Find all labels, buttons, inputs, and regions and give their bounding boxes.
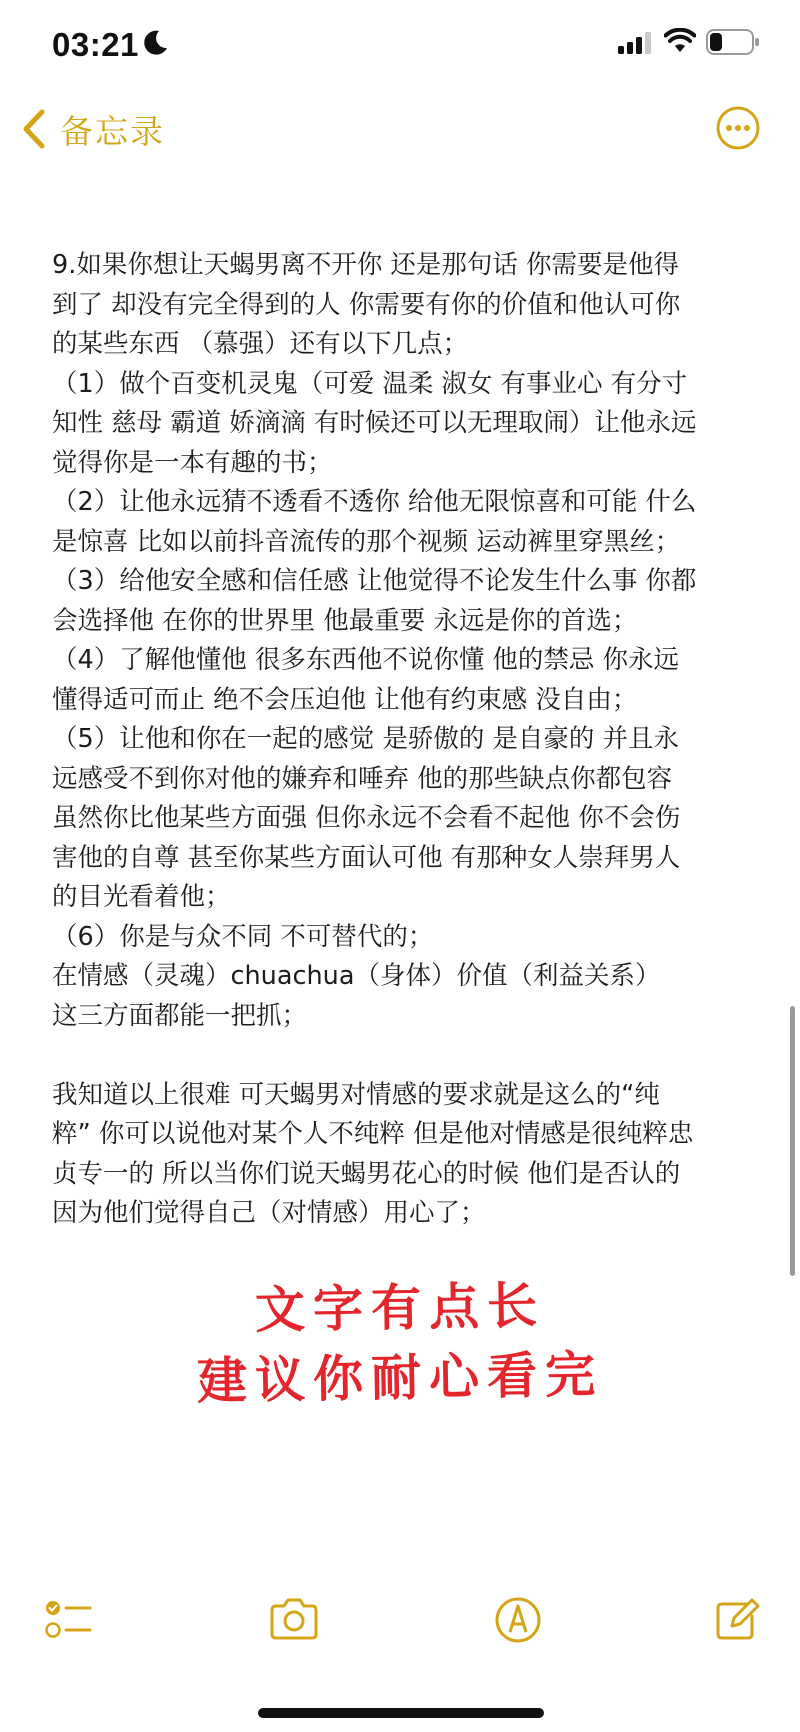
note-line: 虽然你比他某些方面强 但你永远不会看不起他 你不会伤 xyxy=(52,803,681,833)
note-line: 因为他们觉得自己（对情感）用心了； xyxy=(52,1198,486,1228)
back-button[interactable] xyxy=(20,104,165,154)
note-line: 贞专一的 所以当你们说天蝎男花心的时候 他们是否认的 xyxy=(52,1158,681,1189)
markup-pen-icon[interactable] xyxy=(488,1590,548,1650)
bottom-toolbar xyxy=(0,1590,800,1660)
note-line: （1）做个百变机灵鬼（可爱 温柔 淑女 有事业心 有分寸 xyxy=(52,368,688,399)
note-line: 9.如果你想让天蝎男离不开你 还是那句话 你需要是他得 xyxy=(52,250,680,280)
note-line: 会选择他 在你的世界里 他最重要 永远是你的首选； xyxy=(52,605,638,636)
note-line: （4）了解他懂他 很多东西他不说你懂 他的禁忌 你永远 xyxy=(52,645,680,675)
note-line: 我知道以上很难 可天蝎男对情感的要求就是这么的“纯 xyxy=(52,1079,660,1110)
note-line: 粹” 你可以说他对某个人不纯粹 但是他对情感是很纯粹忠 xyxy=(52,1119,694,1149)
note-line: 的某些东西 （慕强）还有以下几点； xyxy=(52,329,469,359)
note-body[interactable] xyxy=(52,246,764,1234)
handwritten-overlay-line2: 建议你耐心看完 xyxy=(196,1344,604,1411)
checklist-icon[interactable] xyxy=(40,1590,100,1650)
more-options-icon[interactable] xyxy=(715,105,761,151)
status-bar xyxy=(0,0,800,90)
nav-bar xyxy=(0,100,800,160)
battery-icon xyxy=(706,29,760,55)
note-line: 的目光看着他； xyxy=(52,882,231,912)
back-label: 备忘录 xyxy=(60,111,165,151)
note-line: （2）让他永远猜不透看不透你 给他无限惊喜和可能 什么 xyxy=(52,487,697,517)
home-indicator xyxy=(258,1708,544,1718)
note-line: （5）让他和你在一起的感觉 是骄傲的 是自豪的 并且永 xyxy=(52,724,680,754)
compose-icon[interactable] xyxy=(706,1590,766,1650)
note-line: （6）你是与众不同 不可替代的； xyxy=(52,921,434,952)
note-line: 这三方面都能一把抓； xyxy=(52,1000,308,1031)
camera-icon[interactable] xyxy=(264,1590,324,1650)
note-line: 远感受不到你对他的嫌弃和唾弃 他的那些缺点你都包容 xyxy=(52,763,673,794)
wifi-icon xyxy=(664,28,696,54)
note-line: 知性 慈母 霸道 娇滴滴 有时候还可以无理取闹）让他永远 xyxy=(52,408,697,438)
note-line: 到了 却没有完全得到的人 你需要有你的价值和他认可你 xyxy=(52,289,681,320)
note-line: 懂得适可而止 绝不会压迫他 让他有约束感 没自由； xyxy=(52,684,638,715)
handwritten-overlay-line1: 文字有点长 xyxy=(254,1275,546,1340)
moon-icon xyxy=(140,28,170,58)
scroll-indicator[interactable] xyxy=(790,1006,795,1276)
note-line: 在情感（灵魂）chuachua（身体）价值（利益关系） xyxy=(52,961,661,991)
chevron-left-icon xyxy=(20,108,48,150)
note-line: 觉得你是一本有趣的书； xyxy=(52,447,333,478)
cellular-signal-icon xyxy=(618,32,652,54)
note-line: 是惊喜 比如以前抖音流传的那个视频 运动裤里穿黑丝； xyxy=(52,526,681,557)
note-line xyxy=(52,1036,764,1076)
status-time: 03:21 xyxy=(52,26,139,63)
note-line: （3）给他安全感和信任感 让他觉得不论发生什么事 你都 xyxy=(52,566,697,596)
note-line: 害他的自尊 甚至你某些方面认可他 有那种女人崇拜男人 xyxy=(52,842,681,873)
